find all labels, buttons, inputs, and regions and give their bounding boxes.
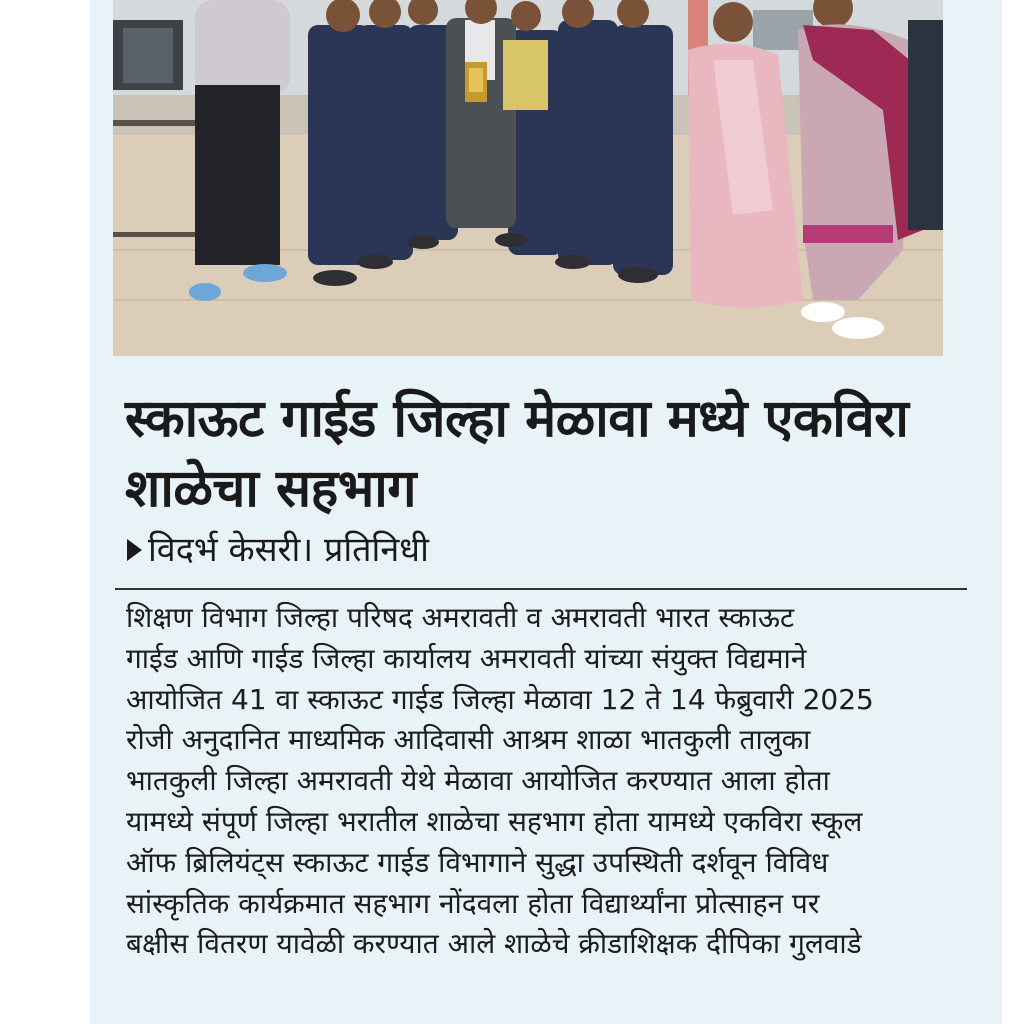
article-photo: [113, 0, 943, 356]
byline: [127, 528, 429, 572]
body-line: गाईड आणि गाईड जिल्हा कार्यालय अमरावती यांच्या संयुक्त विद्यमाने: [126, 641, 807, 675]
body-line: यामध्ये संपूर्ण जिल्हा भरातील शाळेचा सहभाग होता यामध्ये एकविरा स्कूल: [126, 804, 863, 838]
triangle-bullet-icon: [127, 539, 142, 561]
article-headline: [125, 384, 965, 524]
body-line: आयोजित 41 वा स्काऊट गाईड जिल्हा मेळावा 12 ते 14 फेब्रुवारी 2025: [126, 682, 874, 716]
byline-text: विदर्भ केसरी। प्रतिनिधी: [148, 530, 429, 570]
body-line: भातकुली जिल्हा अमरावती येथे मेळावा आयोजित करण्यात आला होता: [126, 764, 830, 798]
divider-rule: [115, 588, 967, 590]
group-photo-icon: [113, 0, 943, 356]
body-line: शिक्षण विभाग जिल्हा परिषद अमरावती व अमरावती भारत स्काऊट: [126, 601, 795, 634]
headline-line-2: शाळेचा सहभाग: [125, 459, 417, 519]
body-line: ऑफ ब्रिलियंट्स स्काऊट गाईड विभागाने सुद्धा उपस्थिती दर्शवून विविध: [126, 845, 829, 879]
article-body: [126, 598, 972, 965]
body-line: सांस्कृतिक कार्यक्रमात सहभाग नोंदवला होता विद्यार्थ्यांना प्रोत्साहन पर: [126, 886, 820, 920]
body-line: रोजी अनुदानित माध्यमिक आदिवासी आश्रम शाळा भातकुली तालुका: [126, 723, 811, 757]
headline-line-1: स्काऊट गाईड जिल्हा मेळावा मध्ये एकविरा: [125, 389, 909, 449]
body-line: बक्षीस वितरण यावेळी करण्यात आले शाळेचे क्रीडाशिक्षक दीपिका गुलवाडे: [126, 927, 862, 961]
